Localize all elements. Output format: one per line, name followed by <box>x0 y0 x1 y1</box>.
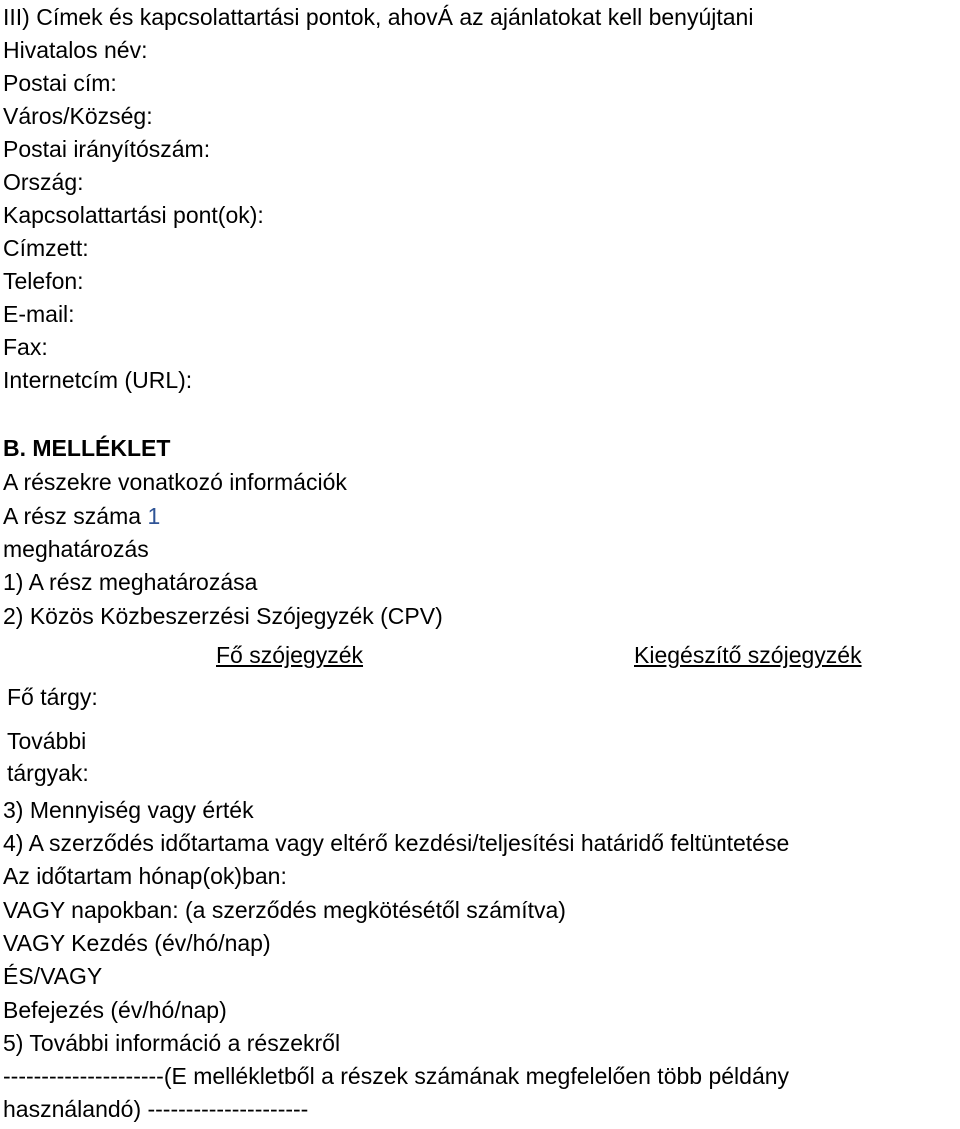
field-addressee: Címzett: <box>3 235 89 261</box>
end-date: Befejezés (év/hó/nap) <box>3 997 227 1023</box>
field-email: E-mail: <box>3 301 75 327</box>
cpv-row-additional-objects-line2: tárgyak: <box>7 760 89 786</box>
footer-line-1: ---------------------(E mellékletből a részek számának megfelelően több példány <box>3 1063 790 1089</box>
item-3: 3) Mennyiség vagy érték <box>3 797 254 823</box>
field-telephone: Telefon: <box>3 268 84 294</box>
cpv-row-main-object: Fő tárgy: <box>7 684 98 710</box>
item-5: 5) További információ a részekről <box>3 1030 341 1056</box>
and-or: ÉS/VAGY <box>3 963 103 989</box>
item-2: 2) Közös Közbeszerzési Szójegyzék (CPV) <box>3 603 443 629</box>
section-heading: III) Címek és kapcsolattartási pontok, ahovÁ az ajánlatokat kell benyújtani <box>3 4 754 30</box>
part-number-value: 1 <box>147 503 161 529</box>
definition-label: meghatározás <box>3 536 149 562</box>
field-city: Város/Község: <box>3 103 153 129</box>
annex-subtitle: A részekre vonatkozó információk <box>3 469 347 495</box>
field-contact-points: Kapcsolattartási pont(ok): <box>3 202 264 228</box>
field-fax: Fax: <box>3 334 48 360</box>
duration-months: Az időtartam hónap(ok)ban: <box>3 863 287 889</box>
item-1: 1) A rész meghatározása <box>3 569 258 595</box>
field-official-name: Hivatalos név: <box>3 37 148 63</box>
item-4: 4) A szerződés időtartama vagy eltérő kezdési/teljesítési határidő feltüntetése <box>3 830 790 856</box>
start-date: VAGY Kezdés (év/hó/nap) <box>3 930 271 956</box>
cpv-col-supplementary-vocabulary: Kiegészítő szójegyzék <box>634 642 862 668</box>
cpv-col-main-vocabulary: Fő szójegyzék <box>216 642 364 668</box>
annex-title: B. MELLÉKLET <box>3 435 171 461</box>
field-postal-code: Postai irányítószám: <box>3 136 211 162</box>
part-number <box>3 502 160 530</box>
duration-days: VAGY napokban: (a szerződés megkötésétől számítva) <box>3 897 566 923</box>
field-postal-address: Postai cím: <box>3 70 117 96</box>
footer-line-2: használandó) --------------------- <box>3 1096 309 1122</box>
field-url: Internetcím (URL): <box>3 367 193 393</box>
part-number-label: A rész száma <box>3 503 142 529</box>
cpv-row-additional-objects-line1: További <box>7 728 87 754</box>
field-country: Ország: <box>3 169 84 195</box>
